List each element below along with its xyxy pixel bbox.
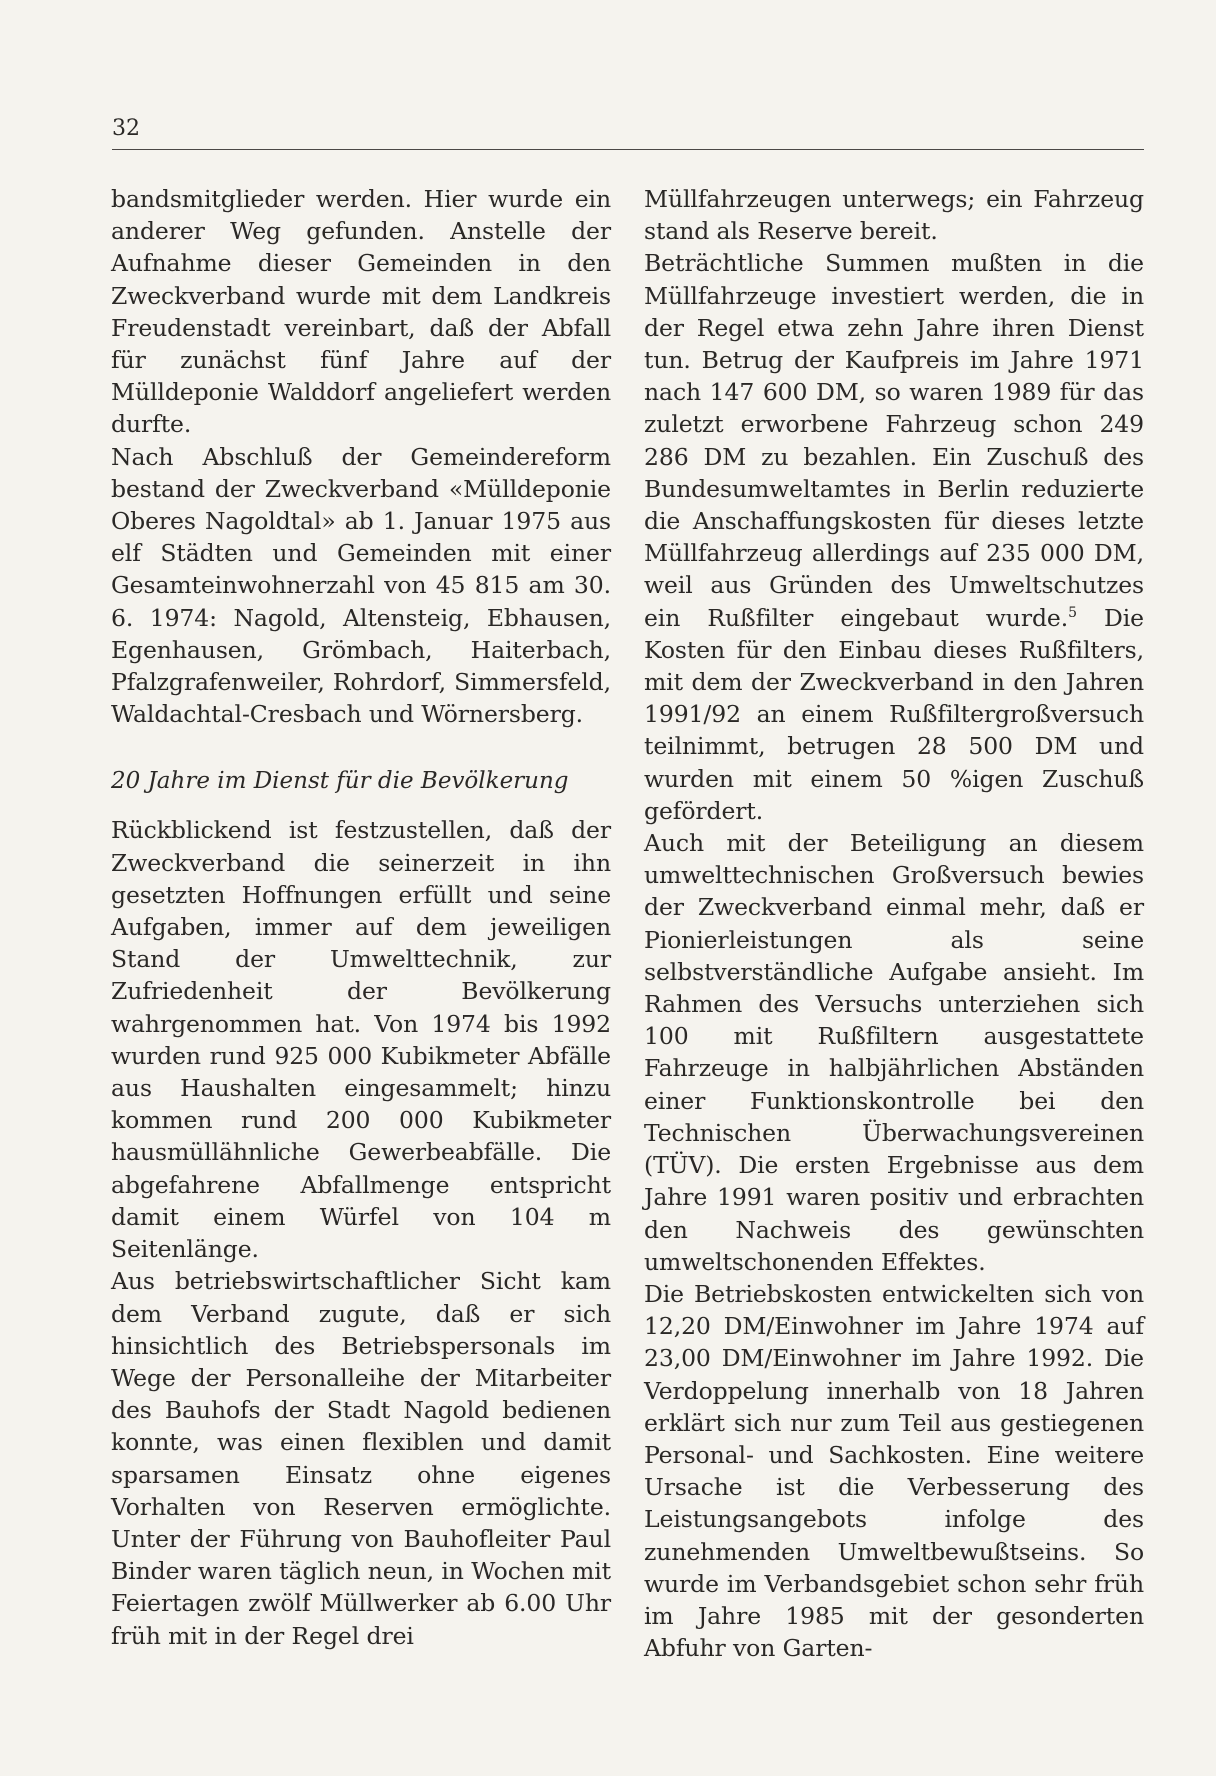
paragraph-text: Beträchtliche Summen mußten in die Müllfahrzeuge investiert werden, die in der Regel etwa zehn Jahre ihren Dienst tun. Betrug der Kaufpreis im Jahre 1971 nach 147 600 DM, so waren 1989 für das zuletzt erworbene Fahrzeug schon 249 286 DM zu bezahlen. Ein Zuschuß des Bundesumweltamtes in Berlin reduzierte die Anschaffungskosten für dieses letzte Müllfahrzeug allerdings auf 235 000 DM, weil aus Gründen des Umweltschutzes ein Rußfilter eingebaut wurde. (644, 249, 1144, 632)
page-number: 32 (112, 116, 140, 141)
footnote-reference: 5 (1068, 604, 1077, 621)
paragraph: Rückblickend ist festzustellen, daß der Zweckverband die seinerzeit in ihn gesetzten Hoffnungen erfüllt und seine Aufgaben, immer auf dem jeweiligen Stand der Umwelttechnik, zur Zufriedenheit der Bevölkerung wahrgenommen hat. Von 1974 bis 1992 wurden rund 925 000 Kubikmeter Abfälle aus Haushalten eingesammelt; hinzu kommen rund 200 000 Kubikmeter hausmüllähnliche Gewerbeabfälle. Die abgefahrene Abfallmenge entspricht damit einem Würfel von 104 m Seitenlänge. (111, 816, 611, 1264)
paragraph: bandsmitglieder werden. Hier wurde ein anderer Weg gefunden. Anstelle der Aufnahme dieser Gemeinden in den Zweckverband wurde mit dem Landkreis Freudenstadt vereinbart, daß der Abfall für zunächst fünf Jahre auf der Mülldeponie Walddorf angeliefert werden durfte. (111, 185, 611, 439)
section-heading: 20 Jahre im Dienst für die Bevölkerung (111, 768, 569, 795)
paragraph: Nach Abschluß der Gemeindereform bestand der Zweckverband «Mülldeponie Oberes Nagoldtal» ab 1. Januar 1975 aus elf Städten und Gemeinden mit einer Gesamteinwohnerzahl von 45 815 am 30. 6. 1974: Nagold, Altensteig, Ebhausen, Egenhausen, Grömbach, Haiterbach, Pfalzgrafenweiler, Rohrdorf, Simmersfeld, Waldachtal-Cresbach und Wörnersberg. (111, 442, 611, 729)
header-rule (112, 149, 1144, 150)
left-column (111, 183, 611, 1652)
paragraph: Die Betriebskosten entwickelten sich von 12,20 DM/Einwohner im Jahre 1974 auf 23,00 DM/Einwohner im Jahre 1992. Die Verdoppelung innerhalb von 18 Jahren erklärt sich nur zum Teil aus gestiegenen Personal- und Sachkosten. Eine weitere Ursache ist die Verbesserung des Leistungsangebots infolge des zunehmenden Umweltbewußtseins. So wurde im Verbandsgebiet schon sehr früh im Jahre 1985 mit der gesonderten Abfuhr von Garten- (644, 1279, 1144, 1663)
paragraph-text: Die Kosten für den Einbau dieses Rußfilters, mit dem der Zweckverband in den Jahren 1991/92 an einem Rußfiltergroßversuch teilnimmt, betrugen 28 500 DM und wurden mit einem 50 %igen Zuschuß gefördert. (644, 603, 1144, 825)
paragraph: Müllfahrzeugen unterwegs; ein Fahrzeug stand als Reserve bereit. (644, 185, 1144, 246)
paragraph: Aus betriebswirtschaftlicher Sicht kam dem Verband zugute, daß er sich hinsichtlich des Betriebspersonals im Wege der Personalleihe der Mitarbeiter des Bauhofs der Stadt Nagold bedienen konnte, was einen flexiblen und damit sparsamen Einsatz ohne eigenes Vorhalten von Reserven ermöglichte. Unter der Führung von Bauhofleiter Paul Binder waren täglich neun, in Wochen mit Feiertagen zwölf Müllwerker ab 6.00 Uhr früh mit in der Regel drei (111, 1267, 611, 1650)
right-column (644, 183, 1144, 1664)
paragraph-with-footnote (644, 247, 1144, 827)
paragraph: Auch mit der Beteiligung an diesem umwelttechnischen Großversuch bewies der Zweckverband einmal mehr, daß er Pionierleistungen als seine selbstverständliche Aufgabe ansieht. Im Rahmen des Versuchs unterziehen sich 100 mit Rußfiltern ausgestattete Fahrzeuge in halbjährlichen Abständen einer Funktionskontrolle bei den Technischen Überwachungsvereinen (TÜV). Die ersten Ergebnisse aus dem Jahre 1991 waren positiv und erbrachten den Nachweis des gewünschten umweltschonenden Effektes. (644, 829, 1144, 1276)
